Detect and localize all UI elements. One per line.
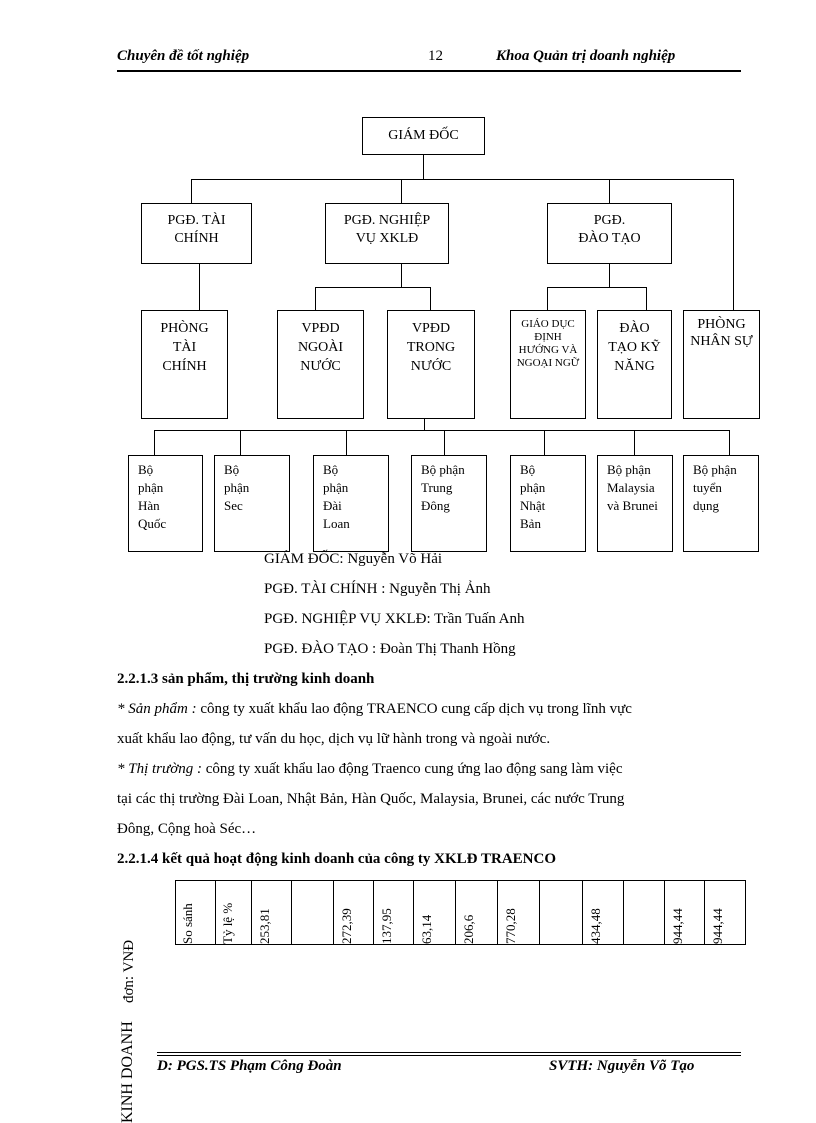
table-unit: đơn: VNĐ <box>121 939 137 1003</box>
table-value: 63,14 <box>419 914 434 944</box>
table-value: 206,6 <box>461 914 476 944</box>
table-value: 770,28 <box>503 908 518 944</box>
product-label: * Sản phẩm : <box>117 701 197 717</box>
dept-japan-box: Bộ phận Nhật Bản <box>510 455 586 552</box>
header-right: Khoa Quản trị doanh nghiệp <box>496 48 676 64</box>
market-text-1: công ty xuất khẩu lao động Traenco cung ứng lao động sang làm việc <box>201 761 623 777</box>
product-line-2: xuất khẩu lao động, tư vấn du học, dịch vụ lữ hành trong và ngoài nước. <box>117 731 551 747</box>
dept-middle-east-box: Bộ phận Trung Đông <box>411 455 487 552</box>
director-box: GIÁM ĐỐC <box>362 117 485 155</box>
dept-korea-box: Bộ phận Hàn Quốc <box>128 455 203 552</box>
page-number: 12 <box>428 48 443 64</box>
footer-left: D: PGS.TS Phạm Công Đoàn <box>157 1058 342 1074</box>
table-side-title: KINH DOANH <box>119 1021 136 1123</box>
office-finance-box: PHÒNG TÀI CHÍNH <box>141 310 228 419</box>
footer-right: SVTH: Nguyễn Võ Tạo <box>549 1058 695 1074</box>
market-paragraph <box>117 754 737 784</box>
office-overseas-box: VPĐD NGOÀI NƯỚC <box>277 310 364 419</box>
header-rule <box>117 70 741 72</box>
market-label: * Thị trường : <box>117 761 202 777</box>
header-left: Chuyên đề tốt nghiệp <box>117 48 250 64</box>
section-heading-results: 2.2.1.4 kết quả hoạt động kinh doanh của công ty XKLĐ TRAENCO <box>117 851 556 867</box>
product-paragraph <box>117 694 737 724</box>
deputy-training-box: PGĐ. ĐÀO TẠO <box>547 203 672 264</box>
market-line-2: tại các thị trường Đài Loan, Nhật Bản, Hàn Quốc, Malaysia, Brunei, các nước Trung <box>117 791 625 807</box>
table-header-compare: So sánh <box>180 903 195 944</box>
table-value: 944,44 <box>710 908 725 944</box>
staff-deputy-finance: PGĐ. TÀI CHÍNH : Nguyễn Thị Ảnh <box>264 581 491 597</box>
section-heading-products: 2.2.1.3 sản phẩm, thị trường kinh doanh <box>117 671 375 687</box>
office-skills-box: ĐÀO TẠO KỸ NĂNG <box>597 310 672 419</box>
table-value: 272,39 <box>339 908 354 944</box>
office-hr-box: PHÒNG NHÂN SỰ <box>683 310 760 419</box>
dept-recruitment-box: Bộ phận tuyển dụng <box>683 455 759 552</box>
dept-czech-box: Bộ phận Sec <box>214 455 290 552</box>
table-value: 253,81 <box>257 908 272 944</box>
office-domestic-box: VPĐD TRONG NƯỚC <box>387 310 475 419</box>
deputy-finance-box: PGĐ. TÀI CHÍNH <box>141 203 252 264</box>
deputy-operations-box: PGĐ. NGHIỆP VỤ XKLĐ <box>325 203 449 264</box>
staff-deputy-training: PGĐ. ĐÀO TẠO : Đoàn Thị Thanh Hồng <box>264 641 516 657</box>
staff-director: GIÁM ĐỐC: Nguyễn Võ Hải <box>264 551 443 567</box>
footer-rule <box>157 1052 741 1053</box>
table-value: 434,48 <box>588 908 603 944</box>
footer-rule-2 <box>157 1055 741 1056</box>
staff-deputy-operations: PGĐ. NGHIỆP VỤ XKLĐ: Trần Tuấn Anh <box>264 611 525 627</box>
product-text-1: công ty xuất khẩu lao động TRAENCO cung cấp dịch vụ trong lĩnh vực <box>196 701 632 717</box>
dept-taiwan-box: Bộ phận Đài Loan <box>313 455 389 552</box>
market-line-3: Đông, Cộng hoà Séc… <box>117 821 257 837</box>
dept-malaysia-box: Bộ phận Malaysia và Brunei <box>597 455 673 552</box>
office-orientation-box: GIÁO DỤC ĐỊNH HƯỚNG VÀ NGOẠI NGỮ <box>510 310 586 419</box>
table-value: 137,95 <box>379 908 394 944</box>
table-header-percent: Tỷ lệ % <box>220 902 235 944</box>
table-value: 944,44 <box>670 908 685 944</box>
